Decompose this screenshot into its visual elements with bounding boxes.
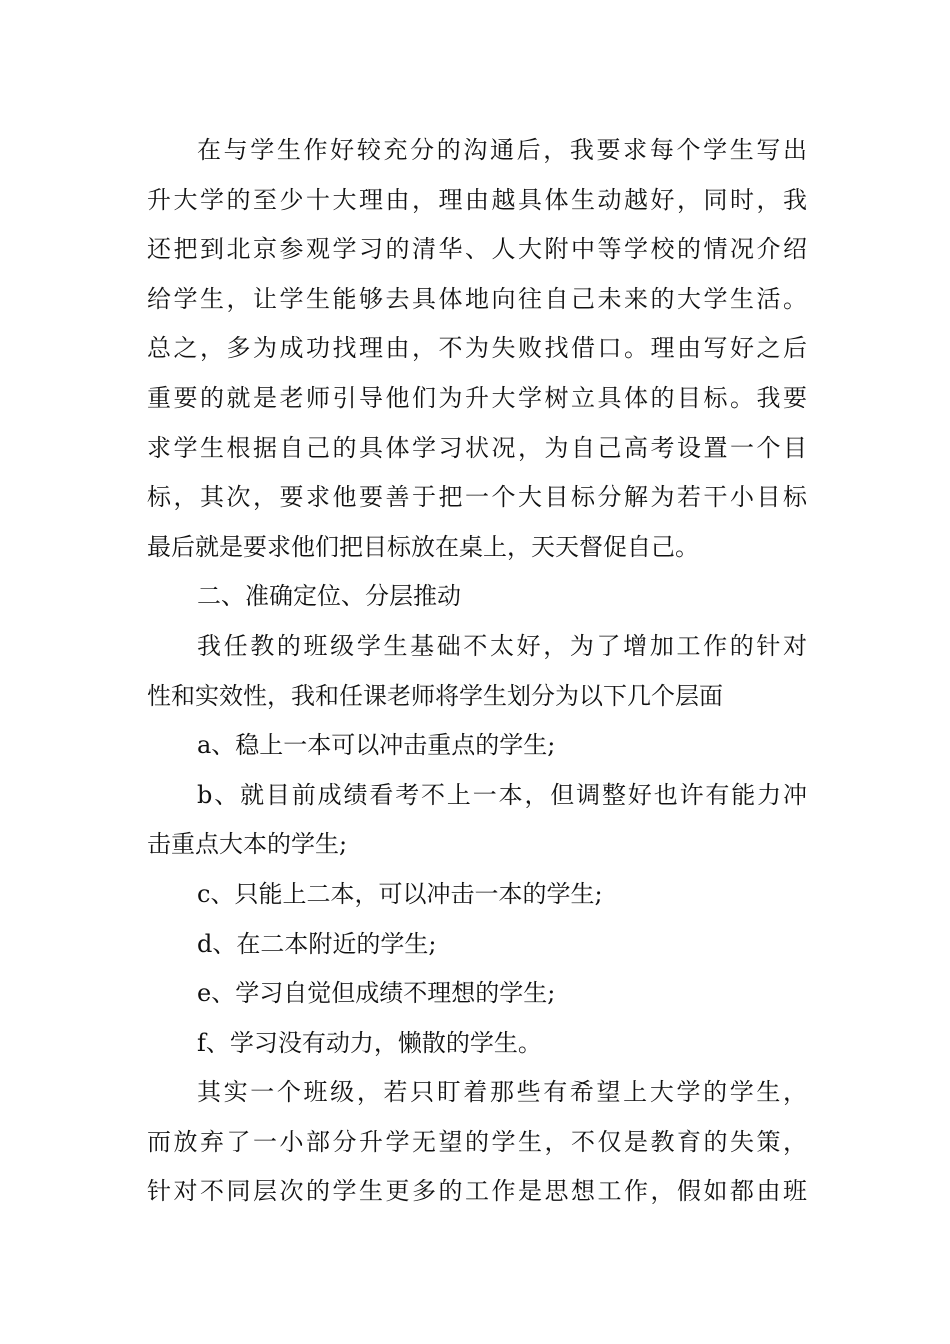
list-item-continuation: 击重点大本的学生; <box>147 830 348 859</box>
text-line: 性和实效性，我和任课老师将学生划分为以下几个层面 <box>147 681 723 710</box>
text-line: 我任教的班级学生基础不太好，为了增加工作的针对 <box>197 631 807 660</box>
list-item: e、学习自觉但成绩不理想的学生; <box>197 979 556 1008</box>
text-line: 其实一个班级，若只盯着那些有希望上大学的学生， <box>197 1078 807 1107</box>
text-line: 总之，多为成功找理由，不为失败找借口。理由写好之后 <box>147 334 807 363</box>
text-line: 升大学的至少十大理由，理由越具体生动越好，同时，我 <box>147 185 807 214</box>
list-item: b、就目前成绩看考不上一本，但调整好也许有能力冲 <box>197 780 807 809</box>
text-line: 重要的就是老师引导他们为升大学树立具体的目标。我要 <box>147 383 807 412</box>
list-item: f、学习没有动力，懒散的学生。 <box>197 1028 542 1057</box>
text-line: 还把到北京参观学习的清华、人大附中等学校的情况介绍 <box>147 235 807 264</box>
document-body <box>147 126 807 1217</box>
list-item: a、稳上一本可以冲击重点的学生; <box>197 731 556 760</box>
text-line: 针对不同层次的学生更多的工作是思想工作，假如都由班 <box>147 1177 807 1206</box>
list-item: c、只能上二本，可以冲击一本的学生; <box>197 879 603 908</box>
text-line: 最后就是要求他们把目标放在桌上，天天督促自己。 <box>147 532 699 561</box>
text-line: 在与学生作好较充分的沟通后，我要求每个学生写出 <box>197 136 807 164</box>
section-heading: 二、准确定位、分层推动 <box>197 582 461 611</box>
list-item: d、在二本附近的学生; <box>197 929 437 958</box>
text-line: 给学生，让学生能够去具体地向往自己未来的大学生活。 <box>147 284 807 313</box>
text-line: 标，其次，要求他要善于把一个大目标分解为若干小目标 <box>147 483 807 512</box>
text-line: 求学生根据自己的具体学习状况，为自己高考设置一个目 <box>147 433 807 462</box>
text-line: 而放弃了一小部分升学无望的学生，不仅是教育的失策， <box>147 1127 807 1156</box>
